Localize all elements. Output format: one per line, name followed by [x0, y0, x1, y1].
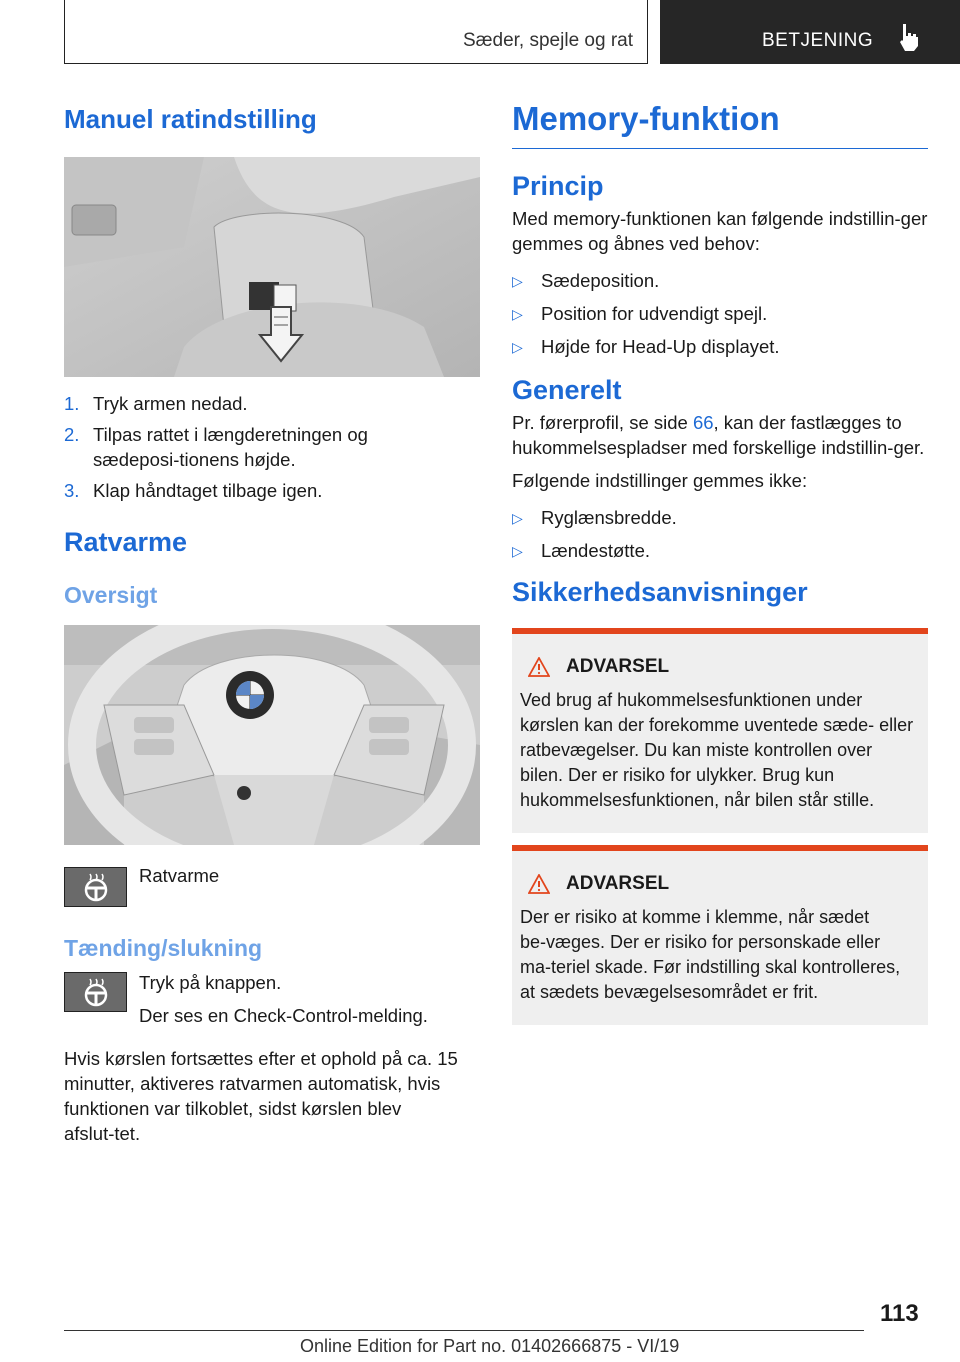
- heated-steering-wheel-icon: [64, 867, 127, 907]
- heading-generelt: Generelt: [512, 375, 622, 405]
- heading-oversigt: Oversigt: [64, 582, 158, 608]
- heading-ratvarme: Ratvarme: [64, 527, 188, 557]
- header-section-tab: [64, 0, 648, 64]
- page-number: 113: [880, 1300, 919, 1327]
- warning-triangle-icon: [528, 874, 550, 894]
- princip-text: Med memory-funktionen kan følgende indstillin‑ger gemmes og åbnes ved behov:: [512, 208, 928, 254]
- list-item: 1. Tryk armen nedad.: [64, 393, 248, 414]
- princip-list: [512, 268, 928, 359]
- list-item: ▷ Ryglænsbredde.: [512, 507, 677, 528]
- header-chapter-tab: [660, 0, 960, 64]
- warning-text: Ved brug af hukommelsesfunktionen under kørslen kan der forekomme uventede sæde- eller ratbevægelser. Du kan miste kontrollen over bilen. Der er risiko for ulykker. Brug kun hukommelsesfunktionen, når bilen står stille.: [520, 690, 914, 810]
- steering-wheel-photo: [64, 625, 480, 845]
- footer-edition: Online Edition for Part no. 01402666875 - VI/19: [300, 1336, 680, 1356]
- generelt-text: Pr. førerprofil, se side 66, kan der fastlægges to hukommelsespladser med forskellige indstillin‑ger.: [512, 412, 925, 458]
- list-item: ▷ Sædeposition.: [512, 270, 660, 291]
- heading-princip: Princip: [512, 171, 604, 201]
- taend-icon-row: [64, 970, 480, 1028]
- icon-caption: Ratvarme: [139, 865, 220, 886]
- header-chapter-label: BETJENING: [762, 30, 874, 51]
- generelt-text-2: Følgende indstillinger gemmes ikke:: [512, 470, 808, 491]
- warning-box: [512, 845, 928, 1025]
- warning-text: Der er risiko at komme i klemme, når sædet be‑væges. Der er risiko for personskade eller ma‑teriel skade. Før indstilling skal kontrolleres, at sædets bevægelsesområdet er frit.: [520, 907, 901, 1002]
- left-column: [64, 100, 480, 1146]
- list-item: 3. Klap håndtaget tilbage igen.: [64, 480, 323, 501]
- steering-column-lever-photo: [64, 157, 480, 377]
- auto-activation-paragraph: Hvis kørslen fortsættes efter et ophold på ca. 15 minutter, aktiveres ratvarmen automatisk, hvis funktionen var tilkoblet, sidst kørslen blev afslut‑tet.: [64, 1048, 458, 1144]
- taend-line-1: Tryk på knappen.: [139, 972, 282, 993]
- warning-title: ADVARSEL: [520, 873, 920, 895]
- taend-line-2: Der ses en Check-Control-melding.: [139, 1005, 428, 1026]
- heading-manual-wheel-adjust: Manuel ratindstilling: [64, 104, 317, 134]
- pointing-hand-icon: [896, 22, 922, 52]
- warning-title: ADVARSEL: [520, 656, 920, 678]
- footer-divider: [64, 1330, 864, 1331]
- generelt-list: [512, 505, 928, 563]
- header-section-label: Sæder, spejle og rat: [462, 30, 633, 51]
- heading-memory-funktion: Memory-funktion: [512, 100, 928, 149]
- list-item: 2. Tilpas rattet i længderetningen og sædeposi‑tionens højde.: [64, 424, 368, 470]
- list-item: ▷ Position for udvendigt spejl.: [512, 303, 768, 324]
- adjust-steps-list: [64, 391, 480, 503]
- page-reference-link[interactable]: 66: [692, 412, 714, 433]
- right-column: [512, 100, 928, 1025]
- ratvarme-icon-row: [64, 867, 480, 907]
- warning-box: [512, 628, 928, 833]
- heated-steering-wheel-button-icon: [64, 972, 127, 1012]
- warning-triangle-icon: [528, 657, 550, 677]
- heading-taend-slukning: Tænding/slukning: [64, 935, 263, 961]
- list-item: ▷ Højde for Head-Up displayet.: [512, 336, 780, 357]
- list-item: ▷ Lændestøtte.: [512, 540, 651, 561]
- heading-sikkerhedsanvisninger: Sikkerhedsanvisninger: [512, 577, 808, 607]
